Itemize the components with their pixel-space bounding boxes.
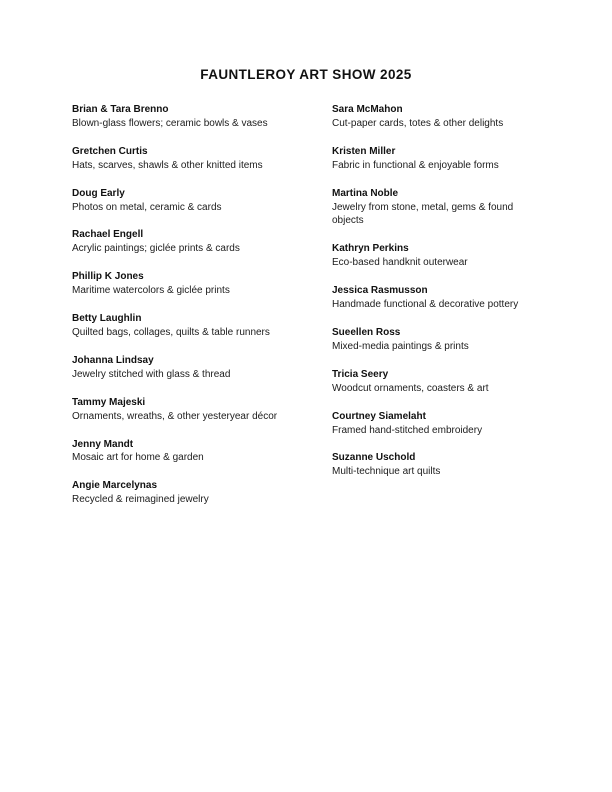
artist-entry bbox=[332, 368, 532, 396]
artist-entry bbox=[72, 228, 332, 256]
artist-column-left bbox=[72, 103, 332, 521]
artist-name: Sara McMahon bbox=[332, 104, 403, 115]
artist-name: Tricia Seery bbox=[332, 368, 389, 380]
artist-name: Jenny Mandt bbox=[72, 438, 134, 450]
artist-description: Blown-glass flowers; ceramic bowls & vases bbox=[72, 117, 268, 129]
artist-description: Jewelry from stone, metal, gems & found objects bbox=[332, 201, 514, 227]
artist-description: Mixed-media paintings & prints bbox=[332, 340, 469, 352]
artist-entry bbox=[332, 103, 532, 131]
artist-name: Tammy Majeski bbox=[72, 396, 146, 408]
artist-description: Eco-based handknit outerwear bbox=[332, 257, 468, 269]
artist-name: Martina Noble bbox=[332, 187, 399, 199]
artist-description: Mosaic art for home & garden bbox=[72, 452, 204, 464]
page-title: FAUNTLEROY ART SHOW 2025 bbox=[200, 67, 412, 82]
artist-name: Kristen Miller bbox=[332, 145, 396, 157]
artist-name: Jessica Rasmusson bbox=[332, 285, 428, 297]
artist-entry bbox=[332, 326, 532, 354]
artist-entry bbox=[332, 284, 532, 312]
artist-entry bbox=[72, 438, 332, 466]
artist-name: Angie Marcelynas bbox=[72, 480, 158, 492]
artist-name: Gretchen Curtis bbox=[72, 145, 148, 157]
artist-entry bbox=[332, 187, 532, 229]
artist-directory bbox=[0, 103, 612, 521]
artist-description: Cut-paper cards, totes & other delights bbox=[332, 117, 504, 129]
artist-entry bbox=[72, 354, 332, 382]
artist-description: Handmade functional & decorative pottery bbox=[332, 299, 519, 311]
artist-description: Recycled & reimagined jewelry bbox=[72, 494, 209, 506]
artist-name: Brian & Tara Brenno bbox=[72, 104, 169, 115]
artist-name: Sueellen Ross bbox=[332, 326, 401, 338]
artist-name: Doug Early bbox=[72, 187, 125, 199]
artist-entry bbox=[72, 396, 332, 424]
artist-description: Hats, scarves, shawls & other knitted items bbox=[72, 159, 263, 171]
artist-description: Fabric in functional & enjoyable forms bbox=[332, 159, 499, 171]
artist-entry bbox=[72, 312, 332, 340]
artist-description: Acrylic paintings; giclée prints & cards bbox=[72, 243, 240, 255]
artist-entry bbox=[332, 242, 532, 270]
artist-entry bbox=[332, 145, 532, 173]
artist-entry bbox=[332, 451, 532, 479]
artist-entry bbox=[72, 103, 332, 131]
artist-name: Betty Laughlin bbox=[72, 313, 142, 325]
artist-name: Rachael Engell bbox=[72, 229, 144, 241]
artist-name: Phillip K Jones bbox=[72, 271, 144, 283]
artist-entry bbox=[332, 410, 532, 438]
artist-entry bbox=[72, 145, 332, 173]
artist-name: Courtney Siamelaht bbox=[332, 410, 426, 422]
artist-name: Kathryn Perkins bbox=[332, 243, 409, 255]
artist-description: Ornaments, wreaths, & other yesteryear décor bbox=[72, 410, 278, 422]
artist-description: Jewelry stitched with glass & thread bbox=[72, 368, 231, 380]
artist-name: Johanna Lindsay bbox=[72, 354, 154, 366]
artist-entry bbox=[72, 479, 332, 507]
artist-column-right bbox=[332, 103, 532, 493]
artist-entry bbox=[72, 187, 332, 215]
artist-description: Multi-technique art quilts bbox=[332, 466, 441, 478]
artist-description: Photos on metal, ceramic & cards bbox=[72, 201, 222, 213]
artist-description: Quilted bags, collages, quilts & table runners bbox=[72, 326, 270, 338]
artist-name: Suzanne Uschold bbox=[332, 452, 416, 464]
artist-description: Framed hand-stitched embroidery bbox=[332, 424, 483, 436]
artist-entry bbox=[72, 270, 332, 298]
artist-description: Woodcut ornaments, coasters & art bbox=[332, 382, 489, 394]
artist-description: Maritime watercolors & giclée prints bbox=[72, 285, 230, 297]
